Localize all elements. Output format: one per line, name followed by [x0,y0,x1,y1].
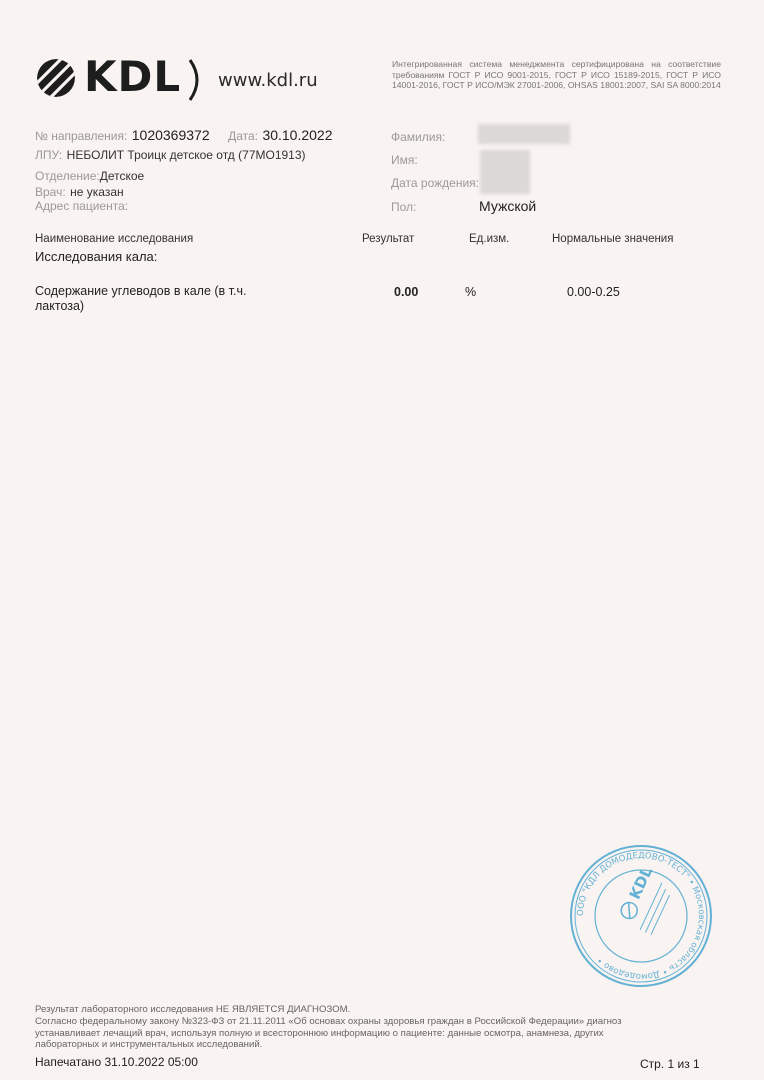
lpu-row [35,146,306,164]
column-header-unit: Ед.изм. [469,233,510,245]
stamp-logo-text: KDL [625,864,657,903]
birthdate-label: Дата рождения: [391,176,479,190]
order-number-label: № направления: [35,129,128,143]
test-result: 0.00 [394,285,419,299]
surname-label: Фамилия: [391,130,446,144]
column-header-result: Результат [362,233,415,245]
disclaimer-line3: устанавливает лечащий врач, используя полную и всестороннюю информацию о пациенте: данные осмотра, анамнеза, других [35,1027,604,1039]
disclaimer-line4: лабораторных и инструментальных исследований. [35,1039,263,1051]
column-header-normal: Нормальные значения [552,233,674,245]
lpu-label: ЛПУ: [35,148,63,162]
department-value: Детское [99,169,145,183]
column-header-name: Наименование исследования [35,233,194,245]
certification-text: Интегрированная система менеджмента сертифицирована на соответствие требованиям ГОСТ Р ИСО 9001-2015, ГОСТ Р ИСО 15189-2015, ГОСТ Р ИСО 14001-2016, ГОСТ Р ИСО/МЭК 27001-2006, OHSAS 18001:2007, SAI SA 8000:2014 [392,59,721,91]
department-label: Отделение: [35,169,100,183]
address-label: Адрес пациента: [35,199,129,213]
test-unit: % [465,285,477,299]
name-redacted [480,150,530,194]
stamp-ring-text: ООО "КДЛ ДОМОДЕДОВО-ТЕСТ" • Московская область • Домодедово • [575,850,707,982]
printed-date: Напечатано 31.10.2022 05:00 [35,1055,198,1069]
order-number-value: 1020369372 [131,127,210,143]
kdl-logo-icon [36,58,76,98]
table-row [35,284,246,314]
order-date-label: Дата: [228,129,258,143]
logo-bracket-icon [186,58,206,102]
order-number-row [35,127,333,145]
sex-value: Мужской [479,198,537,214]
disclaimer-line1: Результат лабораторного исследования НЕ ЯВЛЯЕТСЯ ДИАГНОЗОМ. [35,1004,351,1015]
logo-wordmark: KDL [84,52,182,101]
test-normal-range: 0.00-0.25 [567,285,620,299]
sex-label: Пол: [391,200,417,214]
lab-stamp-icon [568,843,714,989]
surname-redacted [478,124,570,144]
website-url: www.kdl.ru [218,70,318,91]
order-date-value: 30.10.2022 [262,127,333,143]
lpu-value: НЕБОЛИТ Троицк детское отд (77МО1913) [66,148,306,162]
doctor-value: не указан [70,185,124,199]
disclaimer [35,1004,675,1051]
name-label: Имя: [391,153,418,167]
doctor-label: Врач: [35,185,66,199]
test-name-line2: лактоза) [35,299,85,313]
page-number: Стр. 1 из 1 [640,1057,700,1071]
test-name-line1: Содержание углеводов в кале (в т.ч. [35,284,247,298]
disclaimer-line2: Согласно федеральному закону №323-ФЗ от 21.11.2011 «Об основах охраны здоровья граждан в Российской Федерации» диагноз [35,1015,622,1027]
section-title: Исследования кала: [35,249,158,264]
